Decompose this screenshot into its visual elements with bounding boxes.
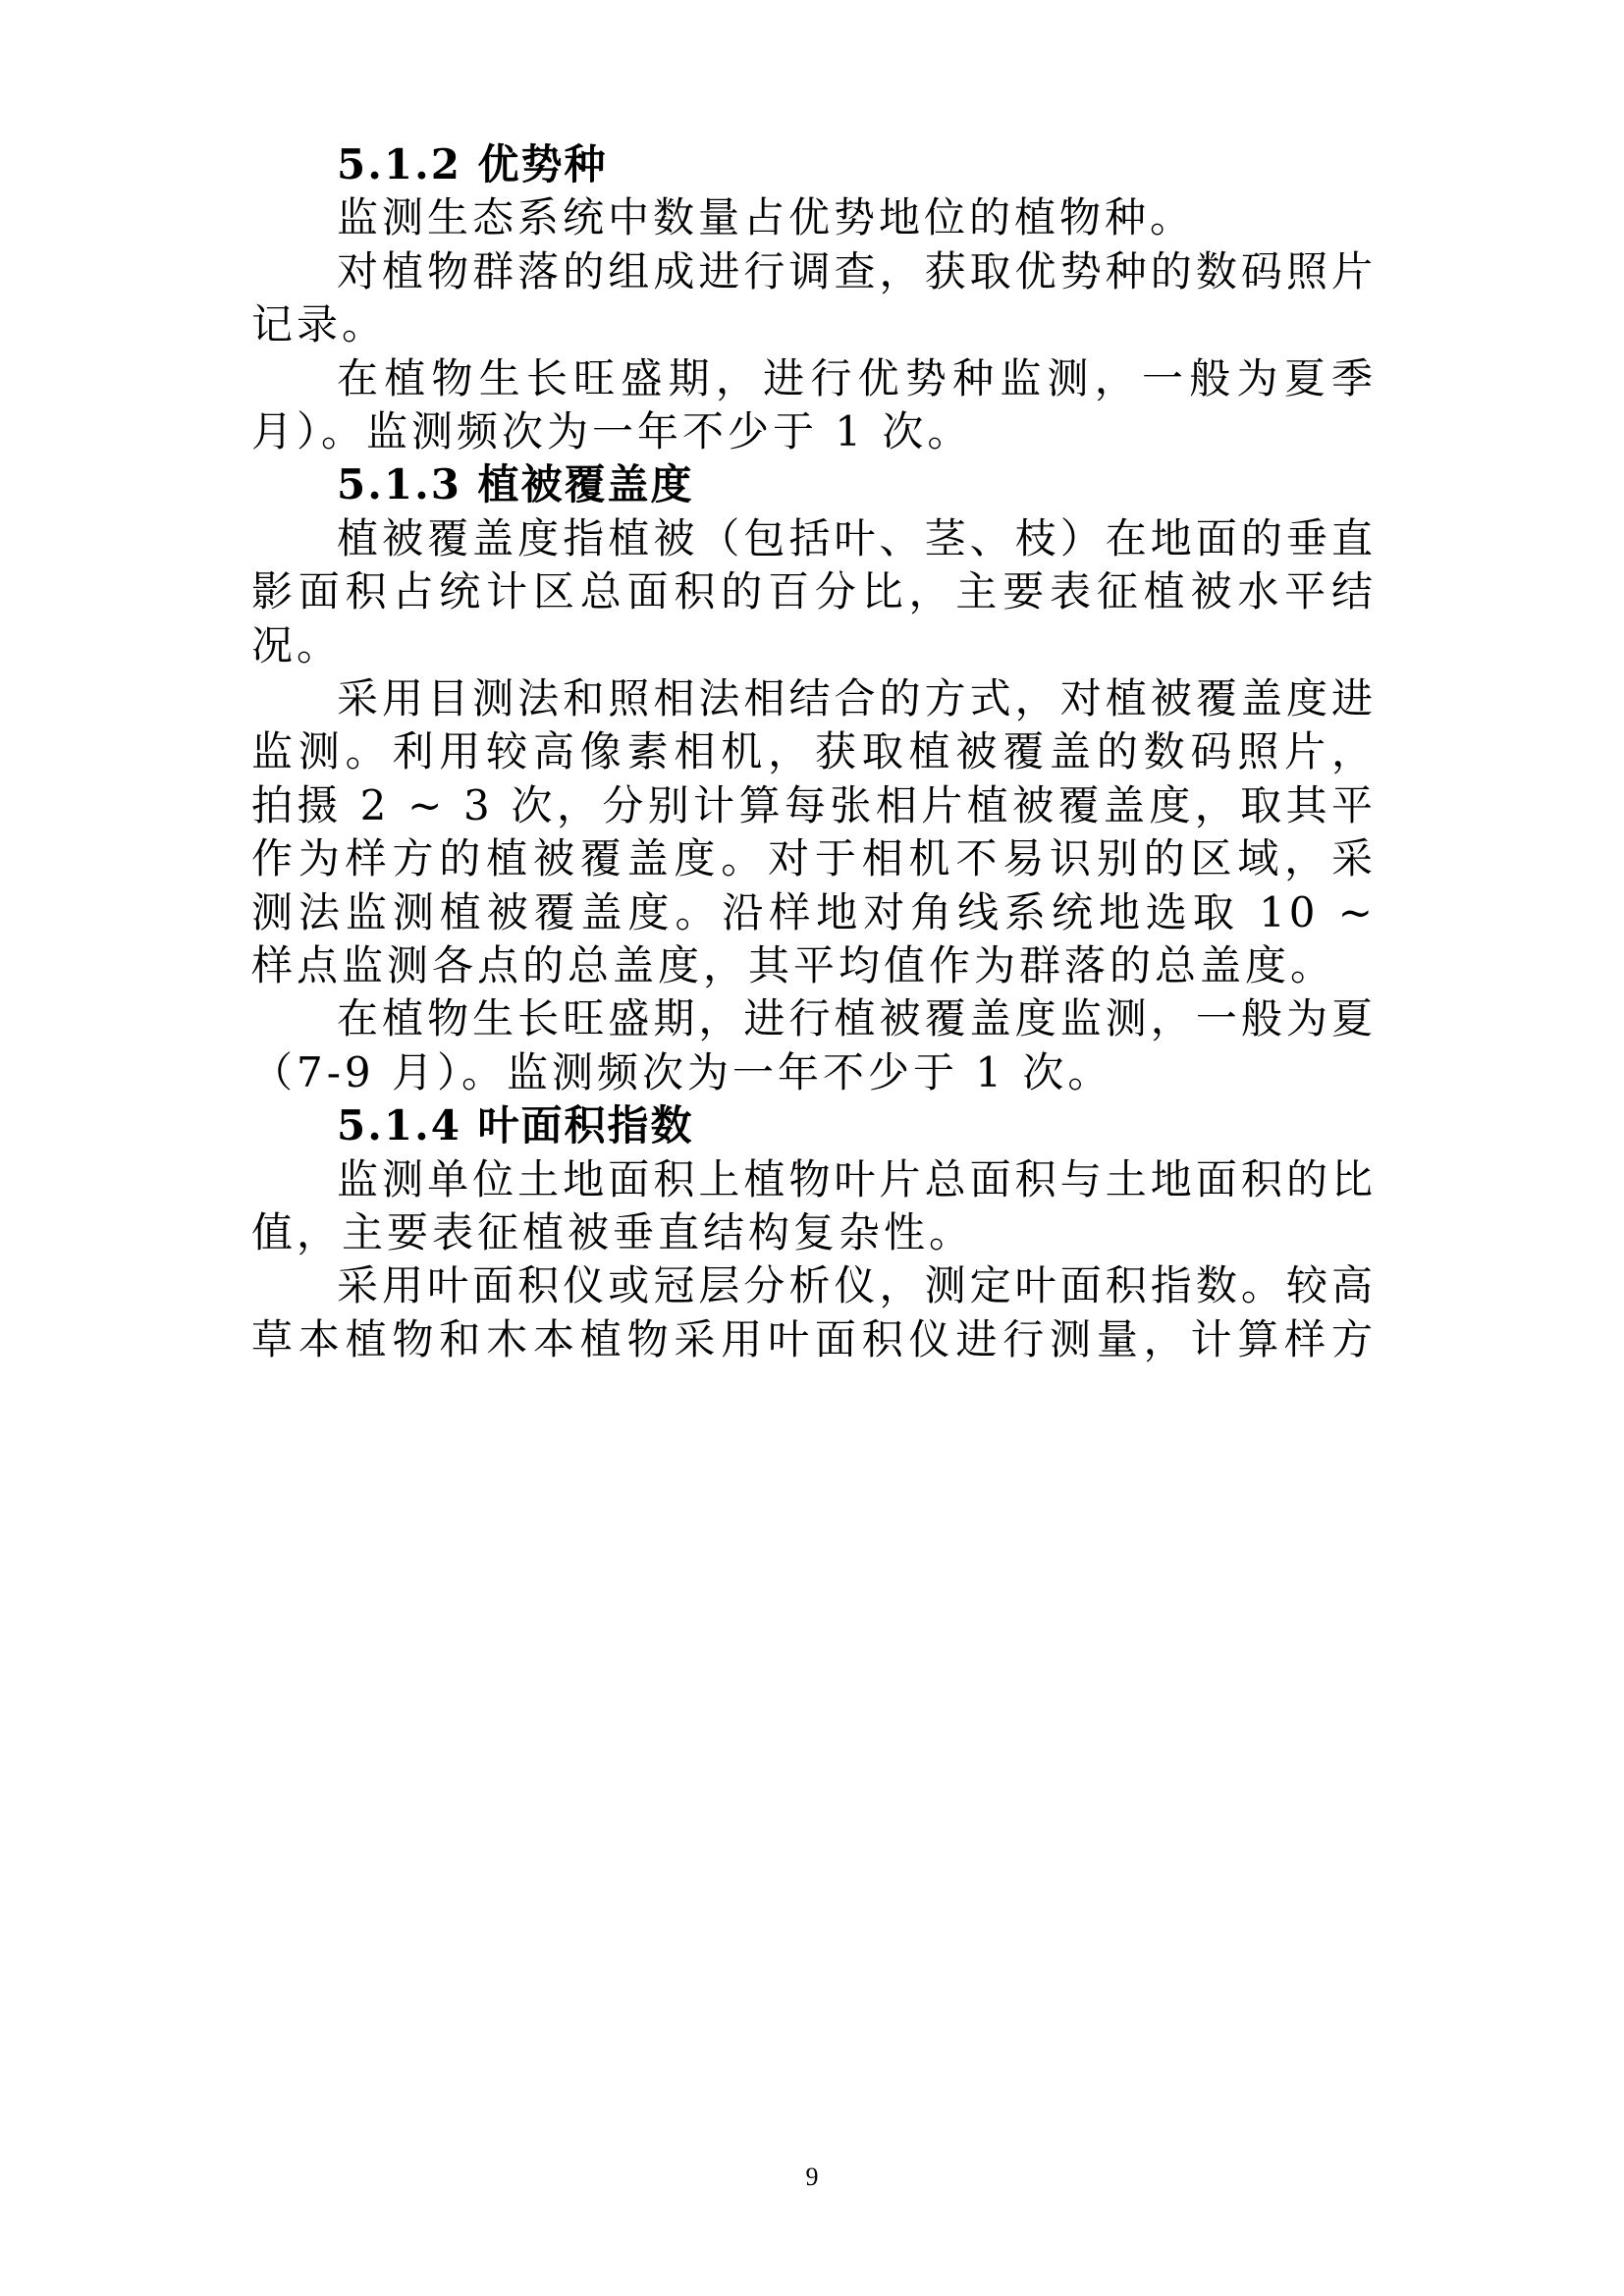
paragraph-line: 影面积占统计区总面积的百分比，主要表征植被水平结 (251, 567, 1377, 615)
section-heading-5-1-3: 5.1.3 植被覆盖度 (337, 460, 694, 508)
paragraph-line: 况。 (251, 621, 343, 669)
paragraph-line: 记录。 (251, 300, 388, 348)
paragraph-line: 拍摄 2 ~ 3 次，分别计算每张相片植被覆盖度，取其平 (251, 781, 1377, 829)
paragraph-line: 植被覆盖度指植被（包括叶、茎、枝）在地面的垂直 (337, 514, 1377, 562)
paragraph-line: 监测生态系统中数量占优势地位的植物种。 (337, 193, 1196, 241)
paragraph-line: 对植物群落的组成进行调查，获取优势种的数码照片 (337, 247, 1377, 295)
paragraph-line: 作为样方的植被覆盖度。对于相机不易识别的区域，采 (251, 834, 1377, 882)
paragraph-line: 草本植物和木本植物采用叶面积仪进行测量，计算样方 (251, 1315, 1377, 1363)
paragraph-line: 监测单位土地面积上植物叶片总面积与土地面积的比 (337, 1155, 1377, 1203)
paragraph-line: 采用叶面积仪或冠层分析仪，测定叶面积指数。较高 (337, 1261, 1377, 1309)
page-number: 9 (805, 2163, 819, 2191)
paragraph-line: 月）。监测频次为一年不少于 1 次。 (251, 407, 973, 455)
paragraph-line: 在植物生长旺盛期，进行植被覆盖度监测，一般为夏 (337, 994, 1377, 1042)
paragraph-line: 采用目测法和照相法相结合的方式，对植被覆盖度进 (337, 674, 1377, 722)
paragraph-line: 在植物生长旺盛期，进行优势种监测，一般为夏季 (337, 354, 1377, 402)
paragraph-line: 值，主要表征植被垂直结构复杂性。 (251, 1208, 975, 1256)
paragraph-line: 监测。利用较高像素相机，获取植被覆盖的数码照片， (251, 727, 1377, 775)
paragraph-line: （7-9 月）。监测频次为一年不少于 1 次。 (251, 1048, 1113, 1096)
section-heading-5-1-4: 5.1.4 叶面积指数 (337, 1101, 694, 1149)
paragraph-line: 样点监测各点的总盖度，其平均值作为群落的总盖度。 (251, 941, 1336, 989)
paragraph-line: 测法监测植被覆盖度。沿样地对角线系统地选取 10 ~ (251, 888, 1377, 936)
section-heading-5-1-2: 5.1.2 优势种 (337, 140, 608, 188)
